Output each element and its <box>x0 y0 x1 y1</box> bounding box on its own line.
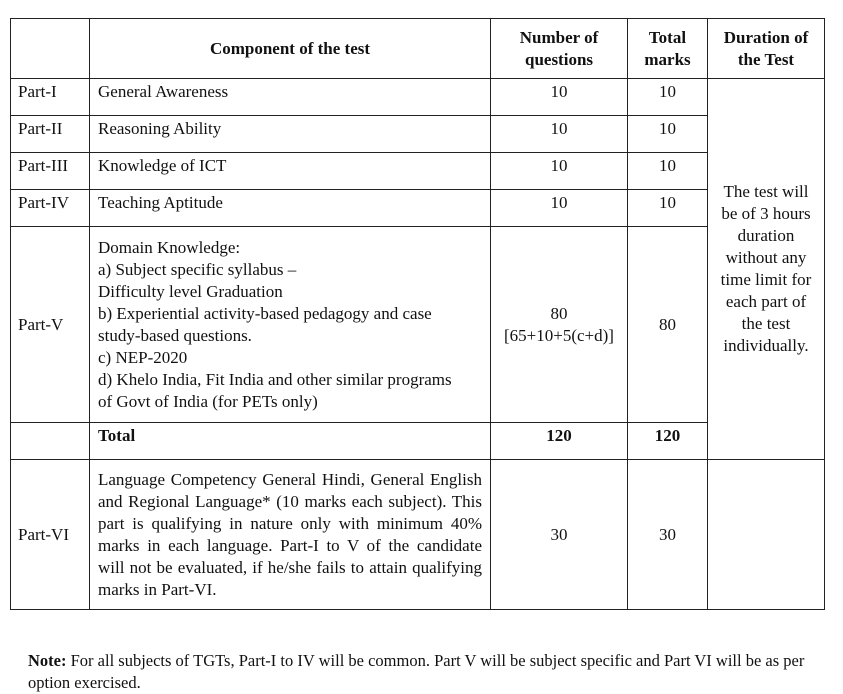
table-row <box>11 116 825 153</box>
domain-line: a) Subject specific syllabus – <box>98 259 297 279</box>
duration-line: without any <box>725 248 807 267</box>
duration-line: be of 3 hours <box>721 204 811 223</box>
component-cell: Knowledge of ICT <box>90 153 491 190</box>
table-row-part-v <box>11 227 825 423</box>
domain-line: Difficulty level Graduation <box>98 281 283 301</box>
questions-cell: 10 <box>491 79 628 116</box>
header-part <box>11 19 90 79</box>
header-questions-line2: questions <box>524 49 594 69</box>
questions-line2: [65+10+5(c+d)] <box>504 325 614 345</box>
header-questions-line1: Number of <box>519 27 599 47</box>
part-cell: Part-I <box>11 79 90 116</box>
header-duration <box>708 19 825 79</box>
note-text: For all subjects of TGTs, Part-I to IV will be common. Part V will be subject specific and Part VI will be as per option exercised. <box>28 651 805 692</box>
duration-line: individually. <box>723 336 809 355</box>
duration-line: The test will <box>723 182 809 201</box>
marks-cell: 10 <box>628 116 708 153</box>
questions-cell: 10 <box>491 190 628 227</box>
header-component: Component of the test <box>90 19 491 79</box>
duration-line: time limit for <box>720 270 812 289</box>
questions-cell: 30 <box>491 460 628 610</box>
duration-line: the test <box>741 314 791 333</box>
total-part-cell <box>11 423 90 460</box>
total-row <box>11 423 825 460</box>
component-cell: Reasoning Ability <box>90 116 491 153</box>
empty-duration-cell <box>708 460 825 610</box>
questions-cell <box>491 227 628 423</box>
questions-cell: 10 <box>491 116 628 153</box>
part-cell: Part-III <box>11 153 90 190</box>
header-duration-line1: Duration of <box>723 27 809 47</box>
header-marks <box>628 19 708 79</box>
duration-line: each part of <box>725 292 807 311</box>
header-marks-line1: Total <box>648 27 687 47</box>
questions-line1: 80 <box>550 303 568 323</box>
note <box>28 650 828 694</box>
header-duration-line2: the Test <box>737 49 795 69</box>
header-row <box>11 19 825 79</box>
component-cell: Language Competency General Hindi, General English and Regional Language* (10 marks each subject). This part is qualifying in nature only with minimum 40% marks in each language. Part-I to V of the candidate will not be evaluated, if he/she fails to attain qualifying marks in Part-VI. <box>90 460 491 610</box>
marks-cell: 10 <box>628 153 708 190</box>
table-row-part-vi <box>11 460 825 610</box>
header-questions <box>491 19 628 79</box>
part-cell: Part-VI <box>11 460 90 610</box>
questions-cell: 10 <box>491 153 628 190</box>
table-row <box>11 190 825 227</box>
duration-line: duration <box>737 226 795 245</box>
marks-cell: 80 <box>628 227 708 423</box>
total-marks: 120 <box>628 423 708 460</box>
table-row <box>11 153 825 190</box>
domain-line: b) Experiential activity-based pedagogy and case <box>98 303 432 323</box>
part-cell: Part-II <box>11 116 90 153</box>
marks-cell: 10 <box>628 190 708 227</box>
component-cell: Teaching Aptitude <box>90 190 491 227</box>
component-cell <box>90 227 491 423</box>
note-label: Note: <box>28 651 67 670</box>
part-cell: Part-IV <box>11 190 90 227</box>
total-questions: 120 <box>491 423 628 460</box>
domain-line: of Govt of India (for PETs only) <box>98 391 318 411</box>
domain-line: d) Khelo India, Fit India and other similar programs <box>98 369 452 389</box>
domain-line: Domain Knowledge: <box>98 237 241 257</box>
exam-pattern-table <box>10 18 825 610</box>
domain-line: study-based questions. <box>98 325 252 345</box>
duration-cell <box>708 79 825 460</box>
component-cell: General Awareness <box>90 79 491 116</box>
part-cell: Part-V <box>11 227 90 423</box>
domain-line: c) NEP-2020 <box>98 347 188 367</box>
total-label: Total <box>90 423 491 460</box>
table-row <box>11 79 825 116</box>
header-marks-line2: marks <box>644 49 691 69</box>
marks-cell: 10 <box>628 79 708 116</box>
marks-cell: 30 <box>628 460 708 610</box>
